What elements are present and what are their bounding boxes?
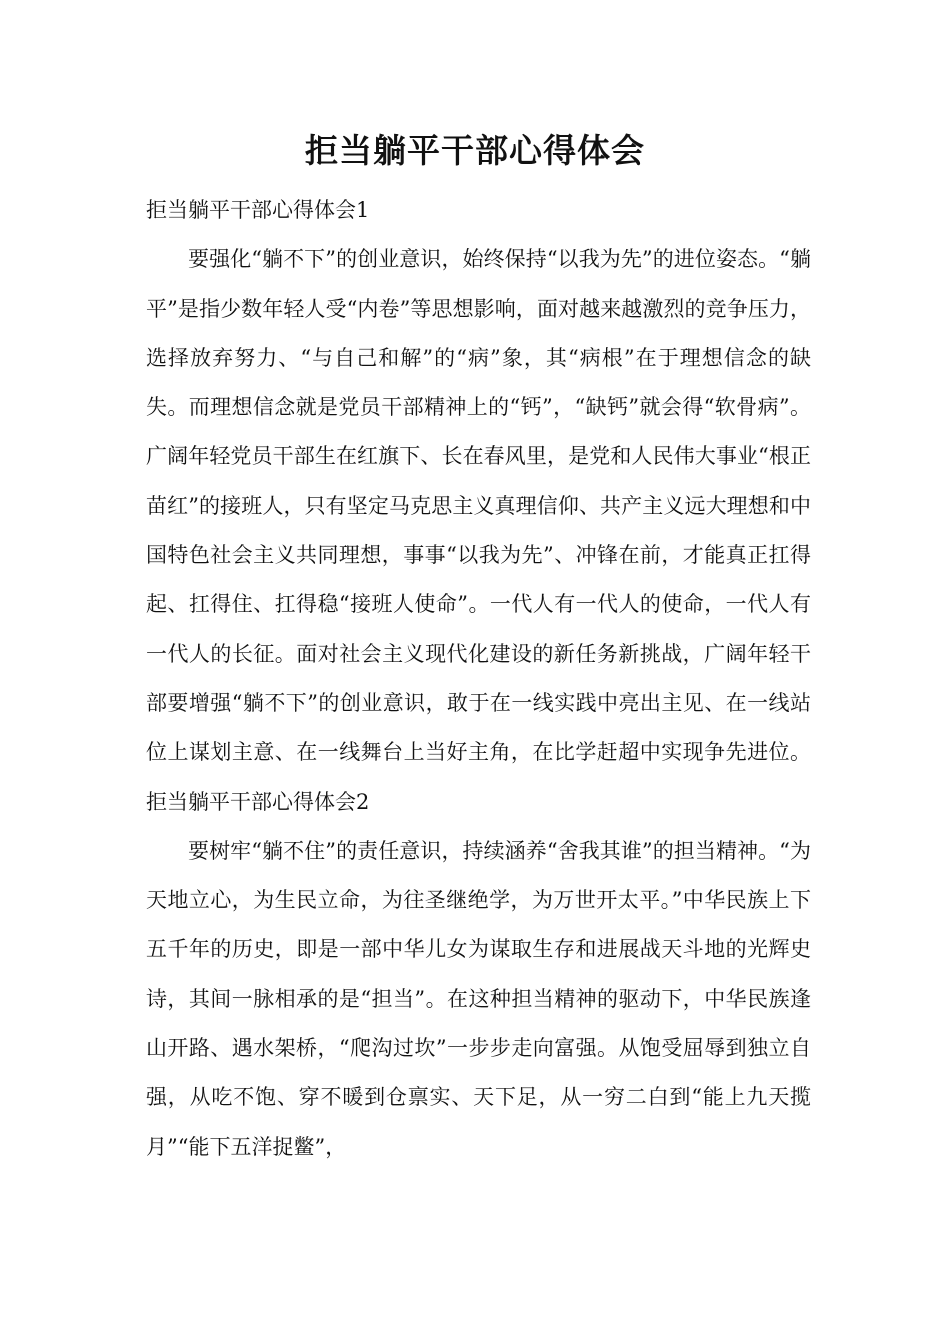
section-1-paragraph (146, 235, 811, 827)
paragraph-1-text: 要强化“躺不下”的创业意识，始终保持“以我为先”的进位姿态。“躺平”是指少数年轻人受“内卷”等思想影响，面对越来越激烈的竞争压力，选择放弃努力、“与自己和解”的“病”象，其“病根”在于理想信念的缺失。而理想信念就是党员干部精神上的“钙”，“缺钙”就会得“软骨病”。广阔年轻党员干部生在红旗下、长在春风里，是党和人民伟大事业“根正苗红”的接班人，只有坚定马克思主义真理信仰、共产主义远大理想和中国特色社会主义共同理想，事事“以我为先”、冲锋在前，才能真正扛得起、扛得住、扛得稳“接班人使命”。一代人有一代人的使命，一代人有一代人的长征。面对社会主义现代化建设的新任务新挑战，广阔年轻干部要增强“躺不下”的创业意识，敢于在一线实践中亮出主见、在一线站位上谋划主意、在一线舞台上当好主角，在比学赶超中实现争先进位。 (146, 247, 811, 765)
section-2-heading: 拒当躺平干部心得体会2 (146, 789, 370, 814)
document-body (146, 186, 811, 1172)
document-title: 拒当躺平干部心得体会 (305, 131, 645, 170)
section-2-paragraph: 要树牢“躺不住”的责任意识，持续涵养“舍我其谁”的担当精神。“为天地立心，为生民立命，为往圣继绝学，为万世开太平。”中华民族上下五千年的历史，即是一部中华儿女为谋取生存和进展战天斗地的光辉史诗，其间一脉相承的是“担当”。在这种担当精神的驱动下，中华民族逢山开路、遇水架桥，“爬沟过坎”一步步走向富强。从饱受屈辱到独立自强，从吃不饱、穿不暖到仓禀实、天下足，从一穷二白到“能上九天揽月”“能下五洋捉鳖”， (146, 838, 811, 1159)
section-1-heading: 拒当躺平干部心得体会1 (146, 198, 370, 222)
